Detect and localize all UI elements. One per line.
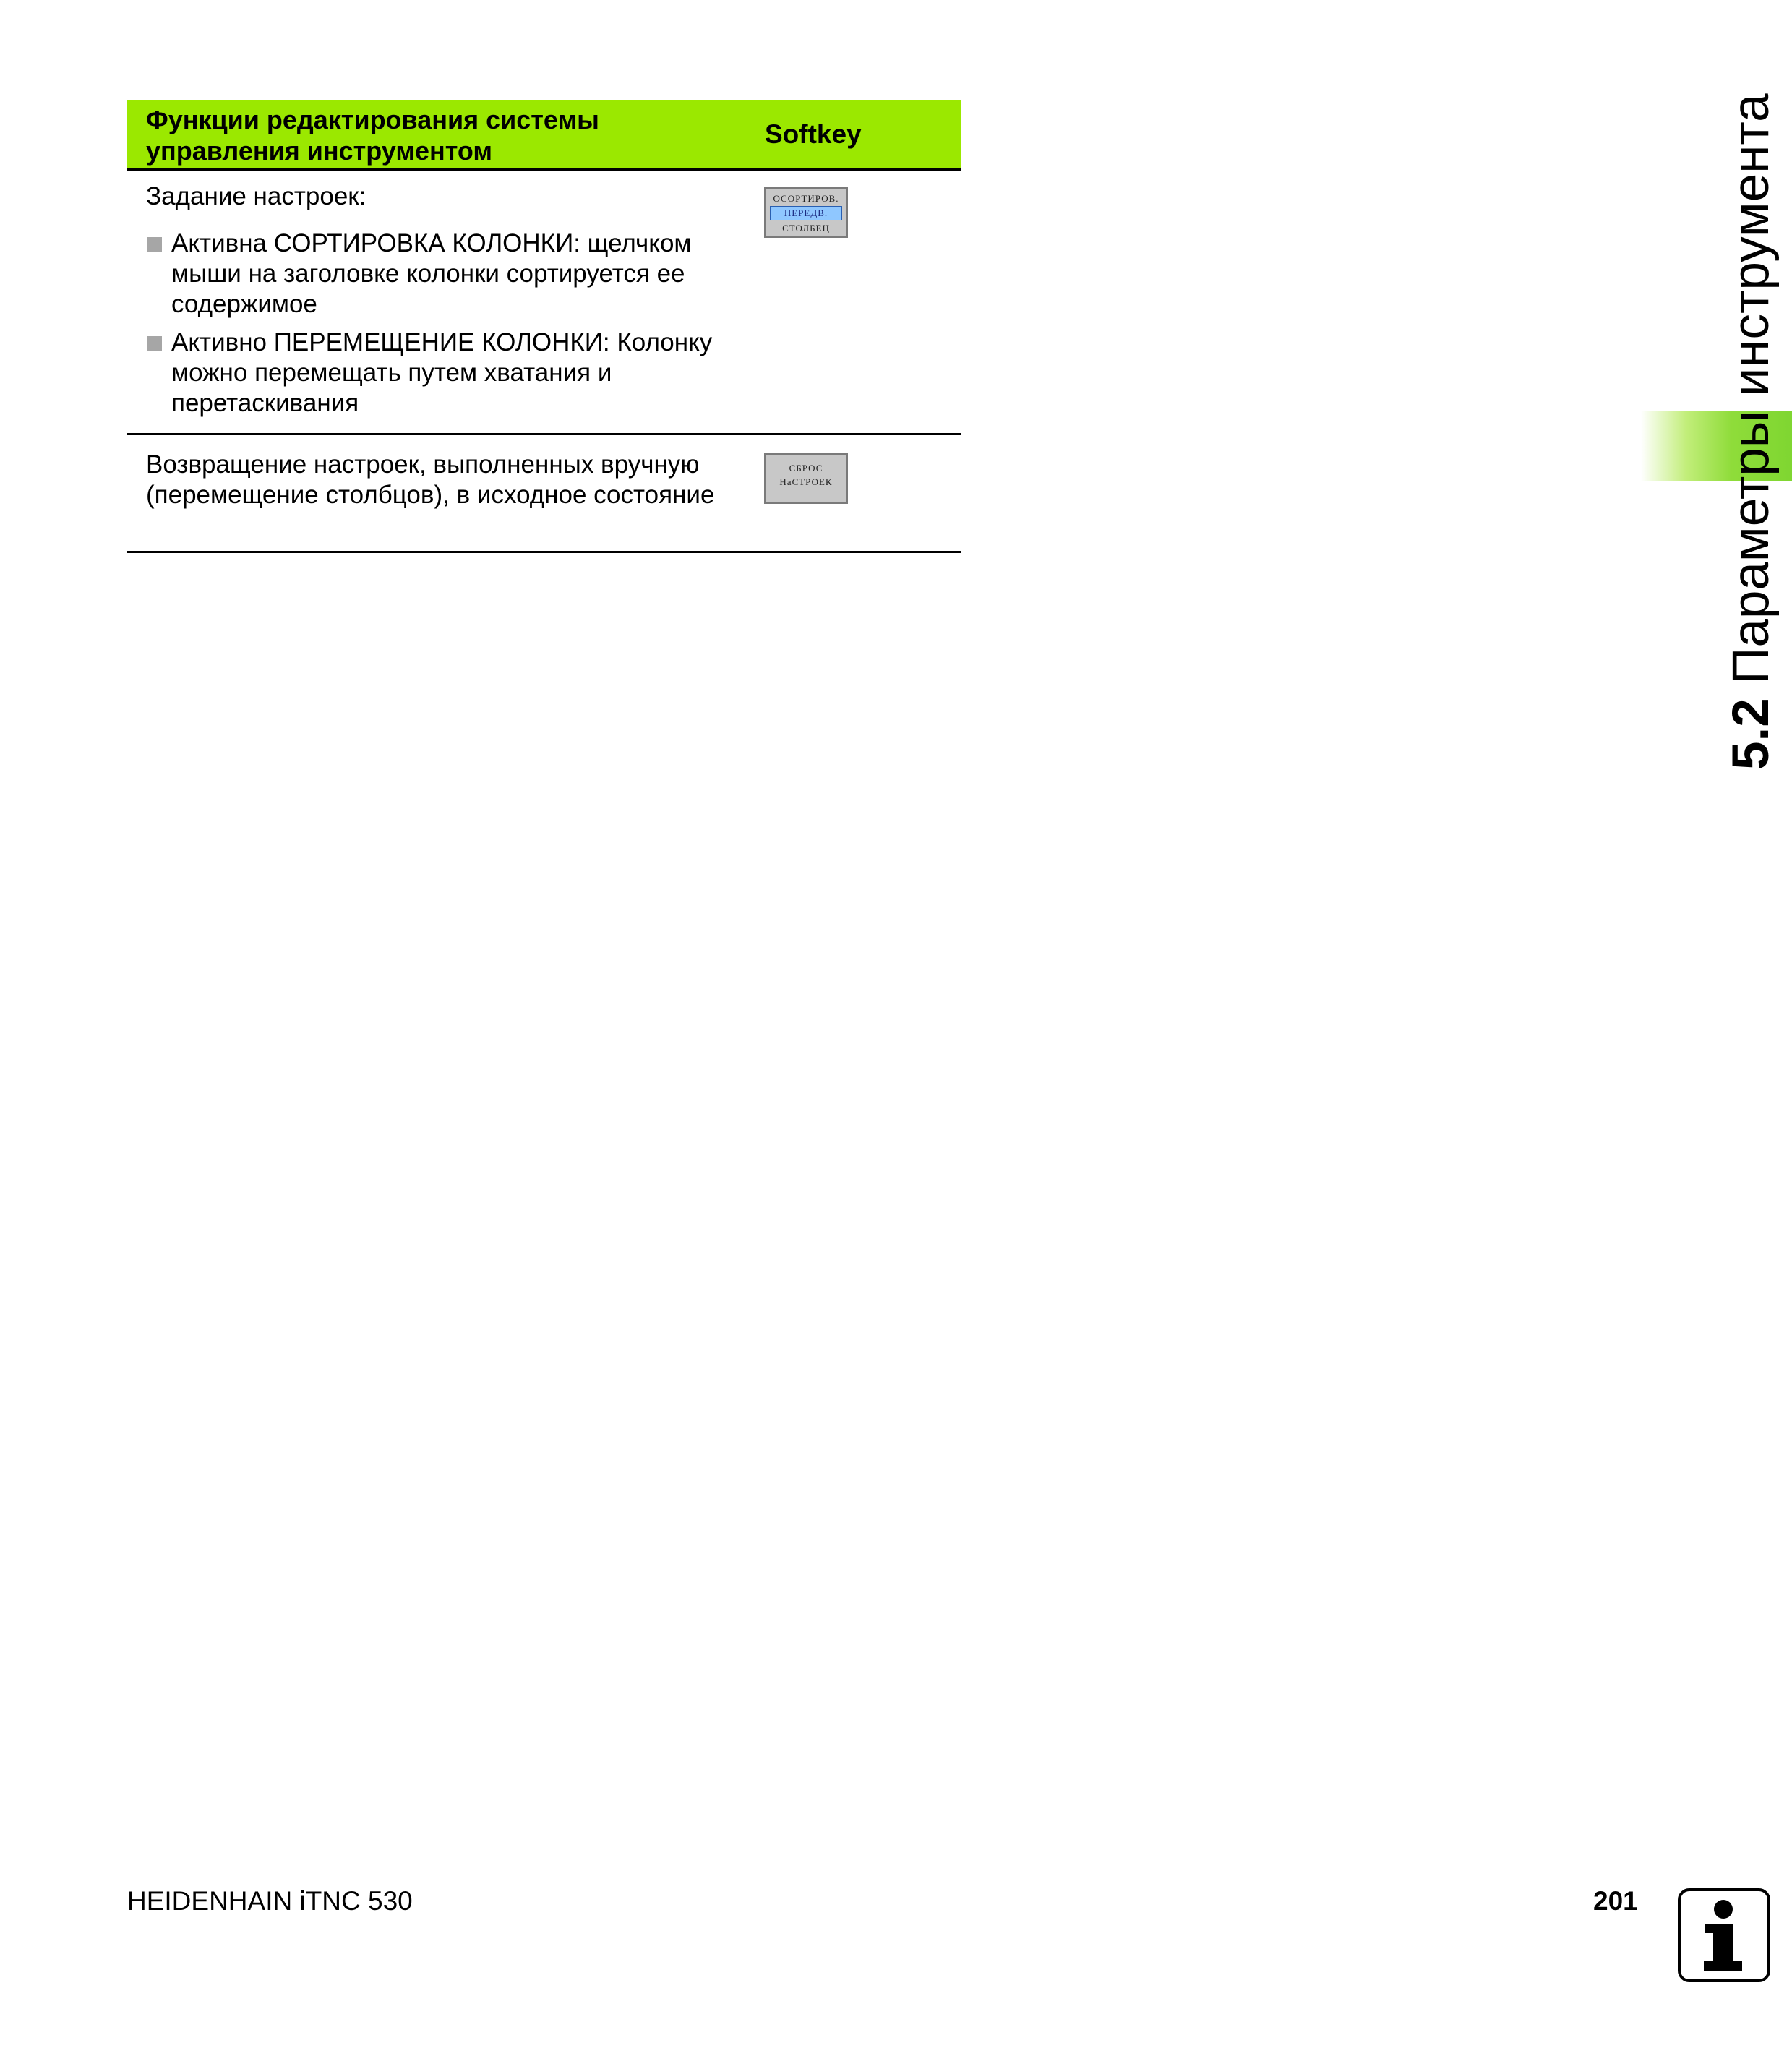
table-row: [127, 171, 961, 435]
softkey-label-line: СТОЛБЕЦ: [782, 223, 830, 233]
functions-table: [127, 100, 961, 553]
table-row: [127, 435, 961, 553]
sort-move-column-softkey: [764, 187, 848, 238]
chapter-title-text: Параметры инструмента: [1723, 93, 1780, 685]
info-icon: [1678, 1888, 1770, 1982]
reset-settings-softkey: [764, 453, 848, 504]
bullet-square-icon: [147, 336, 162, 351]
softkey-label-line: ОСОРТИРОВ.: [773, 193, 839, 204]
row-description: Возвращение настроек, выполненных вручную (перемещение столбцов), в исходное состояние: [146, 450, 715, 509]
softkey-active-option: ПЕРЕДВ.: [770, 206, 842, 220]
row-intro: Задание настроек:: [146, 182, 366, 210]
chapter-side-title: [1723, 93, 1780, 770]
row-description: [146, 181, 746, 427]
chapter-number: 5.2: [1723, 698, 1780, 770]
list-item: [146, 228, 746, 320]
table-header: [127, 100, 961, 171]
bullet-text: Активна СОРТИРОВКА КОЛОНКИ: щелчком мыши на заголовке колонки сортируется ее содержимое: [171, 229, 692, 318]
softkey-label-line: НаСТРОЕК: [779, 476, 833, 487]
softkey-label-line: СБРОС: [789, 463, 823, 474]
footer-product: HEIDENHAIN iTNC 530: [127, 1886, 413, 1916]
header-softkey: Softkey: [765, 119, 862, 149]
list-item: [146, 327, 746, 419]
header-functions: Функции редактирования системы управления инструментом: [146, 105, 599, 166]
page-number: 201: [1593, 1886, 1638, 1916]
bullet-square-icon: [147, 237, 162, 252]
bullet-text: Активно ПЕРЕМЕЩЕНИЕ КОЛОНКИ: Колонку можно перемещать путем хватания и перетаскивания: [171, 328, 713, 417]
